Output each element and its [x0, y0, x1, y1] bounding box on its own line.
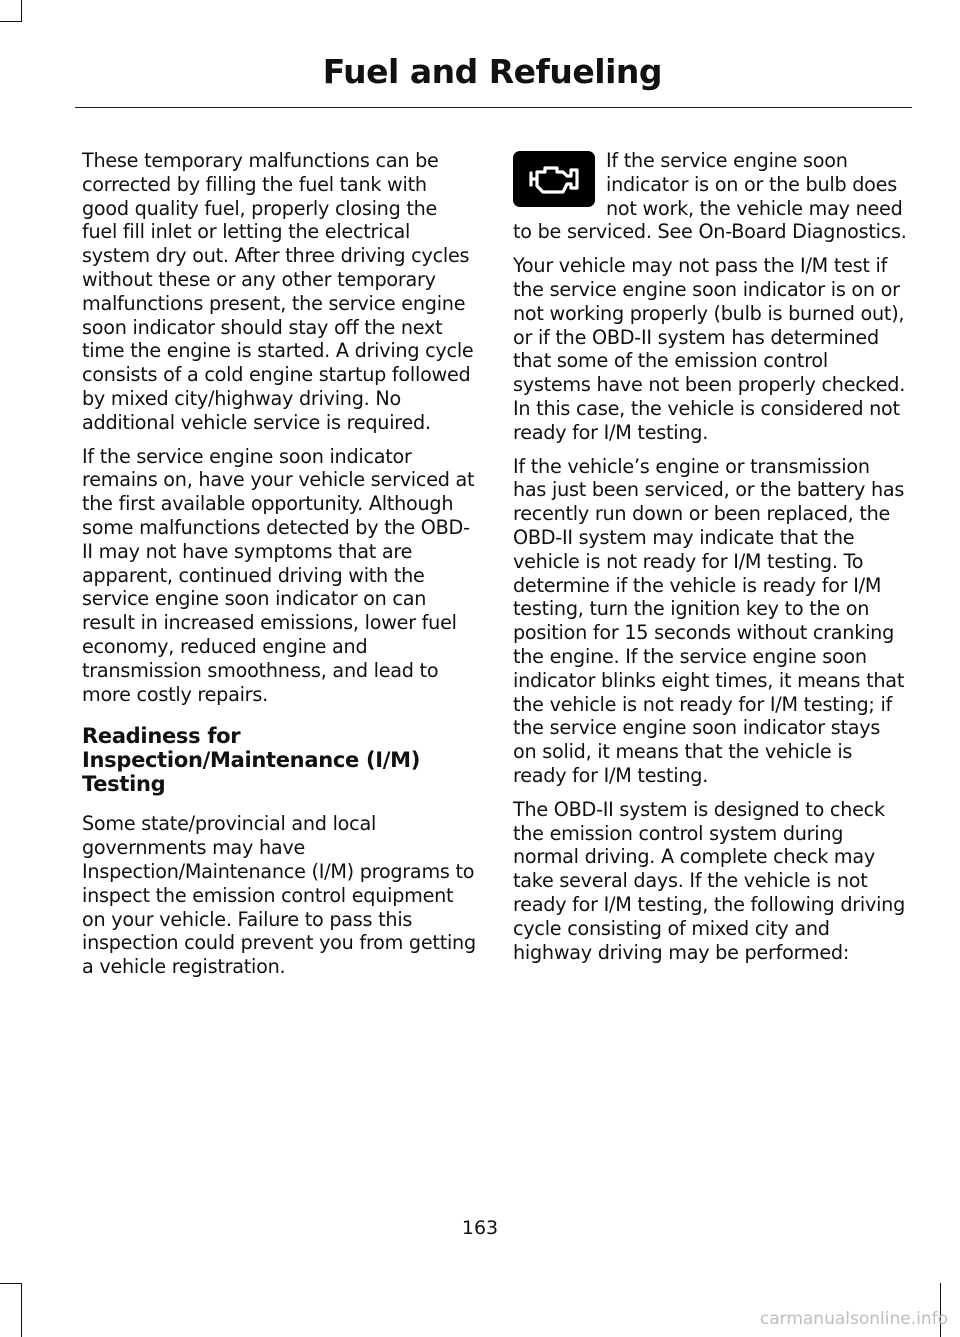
paragraph: Your vehicle may not pass the I/M test if the service engine soon indicator is on or not working properly (bulb is burned out), or if the OBD-II system has determined that some of the emission control systems have not been properly checked. In this case, the vehicle is considered not ready for I/M testing.	[513, 254, 906, 444]
engine-icon	[513, 151, 595, 207]
crop-mark	[21, 0, 22, 22]
page-number: 163	[461, 1217, 499, 1239]
section-heading: Readiness for Inspection/Maintenance (I/M) Testing	[82, 724, 421, 797]
paragraph: If the service engine soon indicator is on or the bulb does not work, the vehicle may need to be serviced. See On-Board Diagnostics.	[513, 149, 907, 244]
paragraph: If the vehicle’s engine or transmission has just been serviced, or the battery has recently run down or been replaced, the OBD-II system may indicate that the vehicle is not ready for I/M testing. To determine if the vehicle is ready for I/M testing, turn the ignition key to the on position for 15 seconds without cranking the engine. If the service engine soon indicator blinks eight times, it means that the vehicle is not ready for I/M testing; if the service engine soon indicator stays on solid, it means that the vehicle is ready for I/M testing.	[513, 454, 905, 787]
paragraph: These temporary malfunctions can be corrected by filling the fuel tank with good quality fuel, properly closing the fuel fill inlet or letting the electrical system dry out. After three driving cycles without these or any other temporary malfunctions present, the service engine soon indicator should stay off the next time the engine is started. A driving cycle consists of a cold engine startup followed by mixed city/highway driving. No additional vehicle service is required.	[82, 149, 474, 434]
page-title: Fuel and Refueling	[322, 52, 662, 91]
paragraph: Some state/provincial and local governments may have Inspection/Maintenance (I/M) programs to inspect the emission control equipment on your vehicle. Failure to pass this inspection could prevent you from getting a vehicle registration.	[82, 812, 476, 979]
crop-mark	[0, 21, 22, 22]
crop-mark	[0, 1283, 22, 1284]
right-column	[513, 149, 908, 974]
crop-mark	[21, 1283, 22, 1337]
paragraph: The OBD-II system is designed to check the emission control system during normal driving. A complete check may take several days. If the vehicle is not ready for I/M testing, the following driving cycle consisting of mixed city and highway driving may be performed:	[513, 797, 906, 964]
paragraph: If the service engine soon indicator remains on, have your vehicle serviced at the first available opportunity. Although some malfunctions detected by the OBD-II may not have symptoms that are apparent, continued driving with the service engine soon indicator on can result in increased emissions, lower fuel economy, reduced engine and transmission smoothness, and lead to more costly repairs.	[82, 444, 475, 706]
left-column	[82, 149, 477, 989]
header-divider	[75, 107, 912, 108]
watermark: carmanualsonline.info	[759, 1309, 948, 1329]
